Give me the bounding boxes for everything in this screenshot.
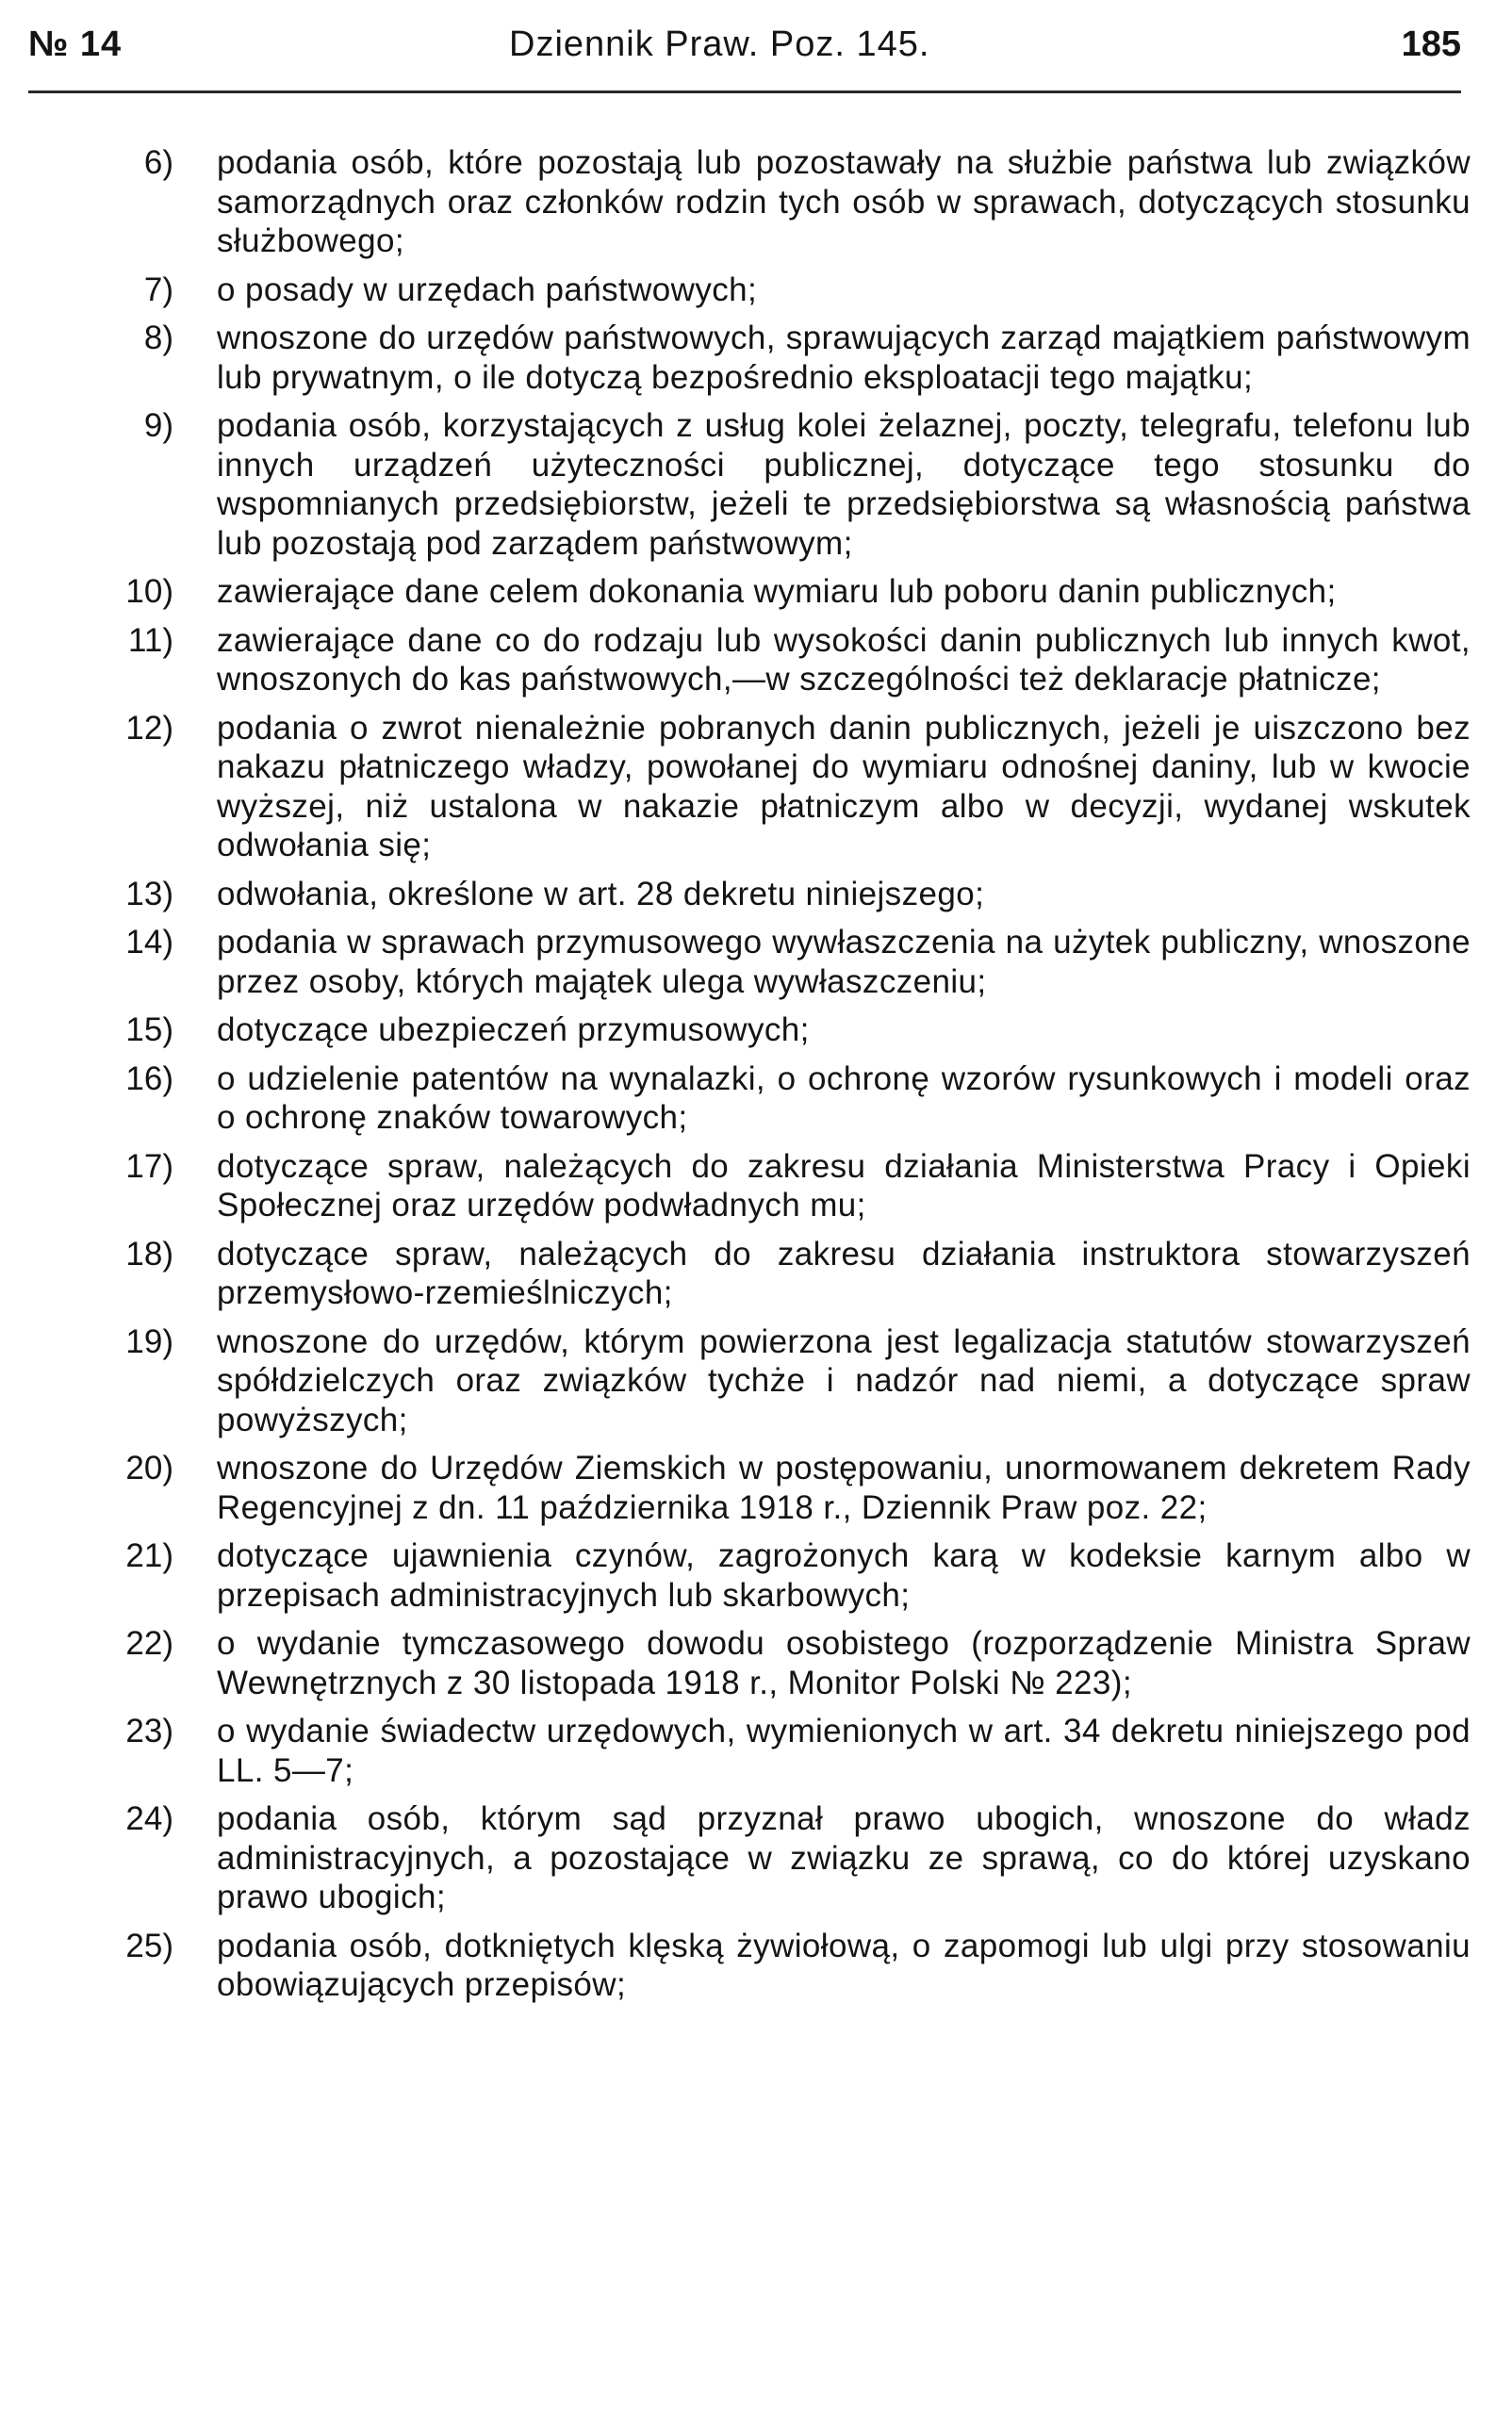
- list-item: [0, 271, 1512, 310]
- item-text: o wydanie tymczasowego dowodu osobistego (rozporządzenie Ministra Spraw Wewnętrznych z 30 listopada 1918 r., Monitor Polski № 223);: [217, 1625, 1471, 1701]
- item-number: 16): [125, 1059, 173, 1097]
- item-text: podania osób, którym sąd przyznał prawo ubogich, wnoszone do władz administracyjnych, a pozostające w związku ze sprawą, co do której uzyskano prawo ubogich;: [217, 1800, 1471, 1915]
- item-text: dotyczące ubezpieczeń przymusowych;: [217, 1011, 810, 1048]
- item-text: podania o zwrot nienależnie pobranych danin publicznych, jeżeli je uiszczono bez nakazu płatniczego władzy, powołanej do wymiaru odnośnej daniny, lub w kwocie wyższej, niż ustalona w nakazie płatniczym albo w decyzji, wydanej wskutek odwołania się;: [217, 709, 1471, 863]
- list-item: [0, 1799, 1512, 1917]
- item-number: 8): [143, 320, 173, 356]
- list-item: [0, 1536, 1512, 1615]
- list-item: [0, 1624, 1512, 1702]
- item-number: 14): [125, 924, 173, 961]
- item-text: o posady w urzędach państwowych;: [217, 271, 758, 308]
- item-number: 12): [125, 709, 173, 747]
- item-number: 23): [125, 1713, 173, 1749]
- page-header: [28, 17, 1461, 74]
- issue-number: № 14: [28, 25, 123, 64]
- list-item: [0, 143, 1512, 261]
- item-number: 7): [143, 271, 173, 308]
- list-item: [0, 709, 1512, 865]
- item-text: podania osób, które pozostają lub pozostawały na służbie państwa lub związków samorządnych oraz członków rodzin tych osób w sprawach, dotyczących stosunku służbowego;: [217, 144, 1471, 259]
- item-number: 9): [143, 407, 173, 444]
- list-item: [0, 406, 1512, 563]
- item-number: 10): [125, 573, 173, 610]
- list-item: [0, 1235, 1512, 1313]
- item-number: 15): [125, 1011, 173, 1048]
- item-text: wnoszone do urzędów państwowych, sprawujących zarząd majątkiem państwowym lub prywatnym, o ile dotyczą bezpośrednio eksploatacji tego majątku;: [217, 320, 1471, 396]
- list-item: [0, 1927, 1512, 2005]
- page-number: 185: [1401, 25, 1461, 64]
- list-item: [0, 319, 1512, 397]
- item-text: dotyczące spraw, należących do zakresu działania instruktora stowarzyszeń przemysłowo-rzemieślniczych;: [217, 1235, 1471, 1311]
- item-number: 19): [125, 1322, 173, 1360]
- header-rule: [28, 90, 1461, 93]
- item-number: 18): [125, 1235, 173, 1273]
- item-number: 24): [125, 1800, 173, 1837]
- item-text: o udzielenie patentów na wynalazki, o ochronę wzorów rysunkowych i modeli oraz o ochronę znaków towarowych;: [217, 1059, 1471, 1136]
- item-number: 22): [125, 1625, 173, 1662]
- list-item: [0, 1010, 1512, 1050]
- list-item: [0, 621, 1512, 699]
- item-text: o wydanie świadectw urzędowych, wymienionych w art. 34 dekretu niniejszego pod LL. 5—7;: [217, 1713, 1471, 1789]
- item-text: wnoszone do urzędów, którym powierzona jest legalizacja statutów stowarzyszeń spółdzielczych oraz związków tychże i nadzór nad niemi, a dotyczące spraw powyższych;: [217, 1322, 1471, 1438]
- list-item: [0, 1449, 1512, 1527]
- list-item: [0, 1712, 1512, 1790]
- item-text: podania w sprawach przymusowego wywłaszczenia na użytek publiczny, wnoszone przez osoby, których majątek ulega wywłaszczeniu;: [217, 924, 1471, 1000]
- list-item: [0, 1059, 1512, 1138]
- item-text: wnoszone do Urzędów Ziemskich w postępowaniu, unormowanem dekretem Rady Regencyjnej z dn. 11 października 1918 r., Dziennik Praw poz. 22;: [217, 1450, 1471, 1526]
- enumerated-list: [0, 143, 1512, 2014]
- item-text: zawierające dane celem dokonania wymiaru lub poboru danin publicznych;: [217, 573, 1337, 610]
- list-item: [0, 1322, 1512, 1440]
- item-text: dotyczące ujawnienia czynów, zagrożonych karą w kodeksie karnym albo w przepisach administracyjnych lub skarbowych;: [217, 1537, 1471, 1614]
- item-number: 20): [125, 1450, 173, 1486]
- journal-title: Dziennik Praw. Poz. 145.: [509, 25, 930, 64]
- item-text: dotyczące spraw, należących do zakresu działania Ministerstwa Pracy i Opieki Społecznej oraz urzędów podwładnych mu;: [217, 1147, 1471, 1223]
- item-number: 21): [125, 1537, 173, 1574]
- list-item: [0, 1147, 1512, 1225]
- item-text: podania osób, korzystających z usług kolei żelaznej, poczty, telegrafu, telefonu lub innych urządzeń użyteczności publicznej, dotyczące tego stosunku do wspomnianych przedsiębiorstw, jeżeli te przedsiębiorstwa są własnością państwa lub pozostają pod zarządem państwowym;: [217, 407, 1471, 562]
- item-text: podania osób, dotkniętych klęską żywiołową, o zapomogi lub ulgi przy stosowaniu obowiązujących przepisów;: [217, 1927, 1471, 2003]
- list-item: [0, 875, 1512, 914]
- item-number: 25): [125, 1927, 173, 1964]
- list-item: [0, 572, 1512, 612]
- list-item: [0, 923, 1512, 1001]
- item-number: 6): [143, 144, 173, 181]
- item-number: 11): [128, 621, 173, 659]
- item-number: 13): [125, 875, 173, 912]
- item-number: 17): [125, 1147, 173, 1185]
- item-text: zawierające dane co do rodzaju lub wysokości danin publicznych lub innych kwot, wnoszonych do kas państwowych,—w szczególności też deklaracje płatnicze;: [217, 621, 1471, 698]
- item-text: odwołania, określone w art. 28 dekretu niniejszego;: [217, 875, 985, 912]
